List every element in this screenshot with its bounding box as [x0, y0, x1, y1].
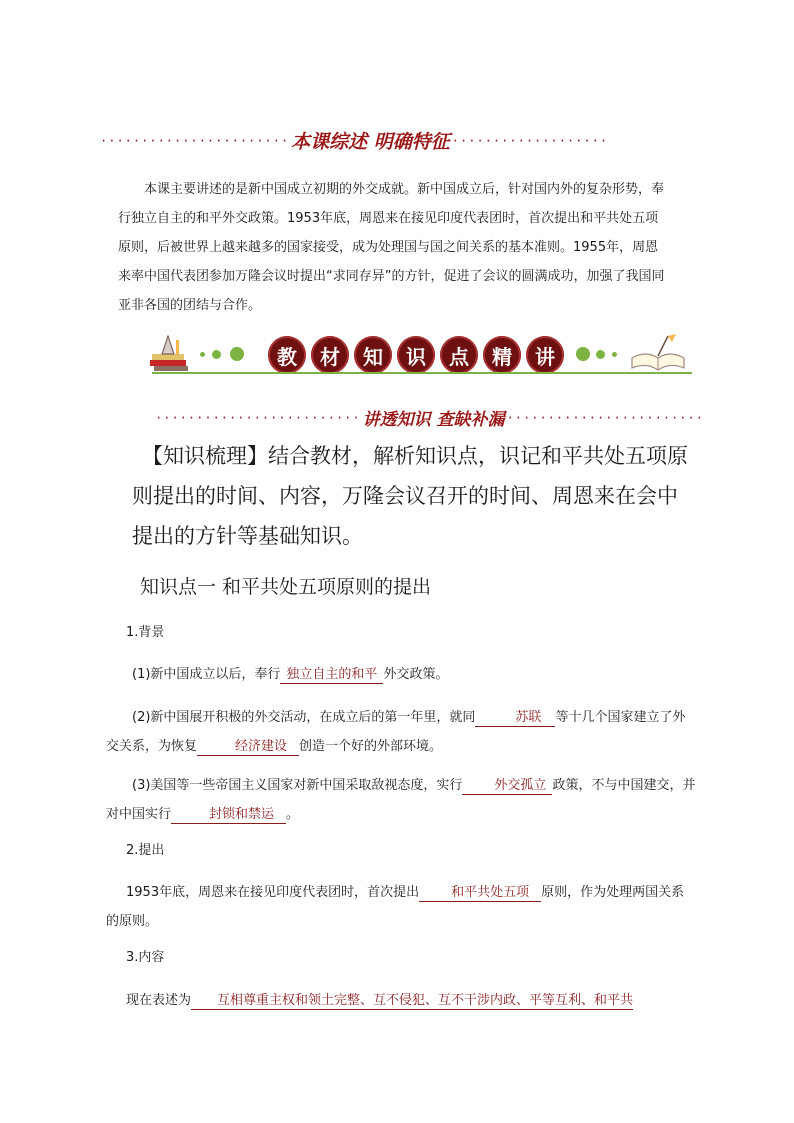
item-text: 创造一个好的外部环境。 — [299, 739, 443, 754]
content-title: 3.内容 — [126, 950, 165, 965]
item-text: 外交政策。 — [383, 667, 449, 682]
section2-heading — [155, 405, 704, 430]
dotted-leader-right: ··················· — [451, 133, 609, 148]
knowledge-point-title: 知识点一 和平共处五项原则的提出 — [140, 576, 432, 598]
dotted-leader-left: ························· — [155, 410, 361, 425]
banner-char: 点 — [440, 336, 478, 374]
banner-char: 材 — [311, 336, 349, 374]
open-book-icon — [628, 332, 688, 374]
banner-title — [268, 336, 564, 374]
answer-blank: 经济建设 — [197, 739, 299, 756]
item-text: (1)新中国成立以后，奉行 — [132, 667, 281, 682]
proposal-title: 2.提出 — [126, 843, 165, 858]
answer-blank: 和平共处五项 — [419, 885, 541, 902]
section2-heading-text: 讲透知识 查缺补漏 — [362, 410, 505, 430]
banner-char: 识 — [397, 336, 435, 374]
banner-char: 精 — [483, 336, 521, 374]
answer-blank: 独立自主的和平 — [280, 667, 383, 684]
answer-blank: 苏联 — [475, 710, 555, 727]
section-banner — [148, 332, 696, 380]
banner-char: 知 — [354, 336, 392, 374]
item-text: (3)美国等一些帝国主义国家对新中国采取敌视态度，实行 — [132, 778, 463, 793]
item-text: 原则，作为处理两国关系的原则。 — [106, 885, 685, 929]
proposal-text — [106, 878, 696, 936]
answer-blank: 互相尊重主权和领土完整、互不侵犯、互不干涉内政、平等互利、和平共 — [191, 993, 633, 1010]
summary-heading — [100, 127, 608, 154]
dotted-leader-left: ······················· — [100, 133, 290, 148]
item-text: (2)新中国展开积极的外交活动，在成立后的第一年里，就同 — [132, 710, 476, 725]
banner-dot — [230, 347, 244, 361]
item-text: 。 — [286, 807, 300, 822]
background-title: 1.背景 — [126, 625, 165, 640]
banner-dot — [212, 350, 221, 359]
knowledge-intro: 【知识梳理】结合教材，解析知识点，识记和平共处五项原则提出的时间、内容，万隆会议召开的时间、周恩来在会中提出的方针等基础知识。 — [132, 444, 688, 548]
content-text — [106, 988, 706, 1013]
dotted-leader-right: ························ — [506, 410, 704, 425]
background-item-3 — [106, 771, 696, 829]
item-text: 1953年底，周恩来在接见印度代表团时，首次提出 — [126, 885, 420, 900]
banner-char: 教 — [268, 336, 306, 374]
banner-dot — [200, 352, 205, 357]
banner-dot — [596, 350, 605, 359]
answer-blank: 封锁和禁运 — [171, 807, 286, 824]
summary-paragraph: 本课主要讲述的是新中国成立初期的外交成就。新中国成立后，针对国内外的复杂形势，奉行独立自主的和平外交政策。1953年底，周恩来在接见印度代表团时，首次提出和平共处五项原则，后被世界上越来越多的国家接受，成为处理国与国之间关系的基本准则。1955年，周恩来率中国代表团参加万隆会议时提出“求同存异”的方针，促进了会议的圆满成功，加强了我国同亚非各国的团结与合作。 — [118, 182, 665, 313]
background-item-1 — [132, 662, 692, 687]
item-text: 等十几个国家建立了外交关系，为恢复 — [106, 710, 686, 754]
banner-underline — [152, 372, 692, 374]
summary-heading-text: 本课综述 明确特征 — [291, 131, 450, 153]
books-icon — [148, 332, 192, 374]
banner-dot — [576, 347, 590, 361]
banner-dot — [612, 352, 617, 357]
background-item-2 — [106, 703, 696, 761]
banner-char: 讲 — [526, 336, 564, 374]
item-text: 现在表述为 — [126, 993, 192, 1008]
answer-blank: 外交孤立 — [462, 778, 552, 795]
item-text: 政策，不与中国建交，并对中国实行 — [106, 778, 696, 822]
